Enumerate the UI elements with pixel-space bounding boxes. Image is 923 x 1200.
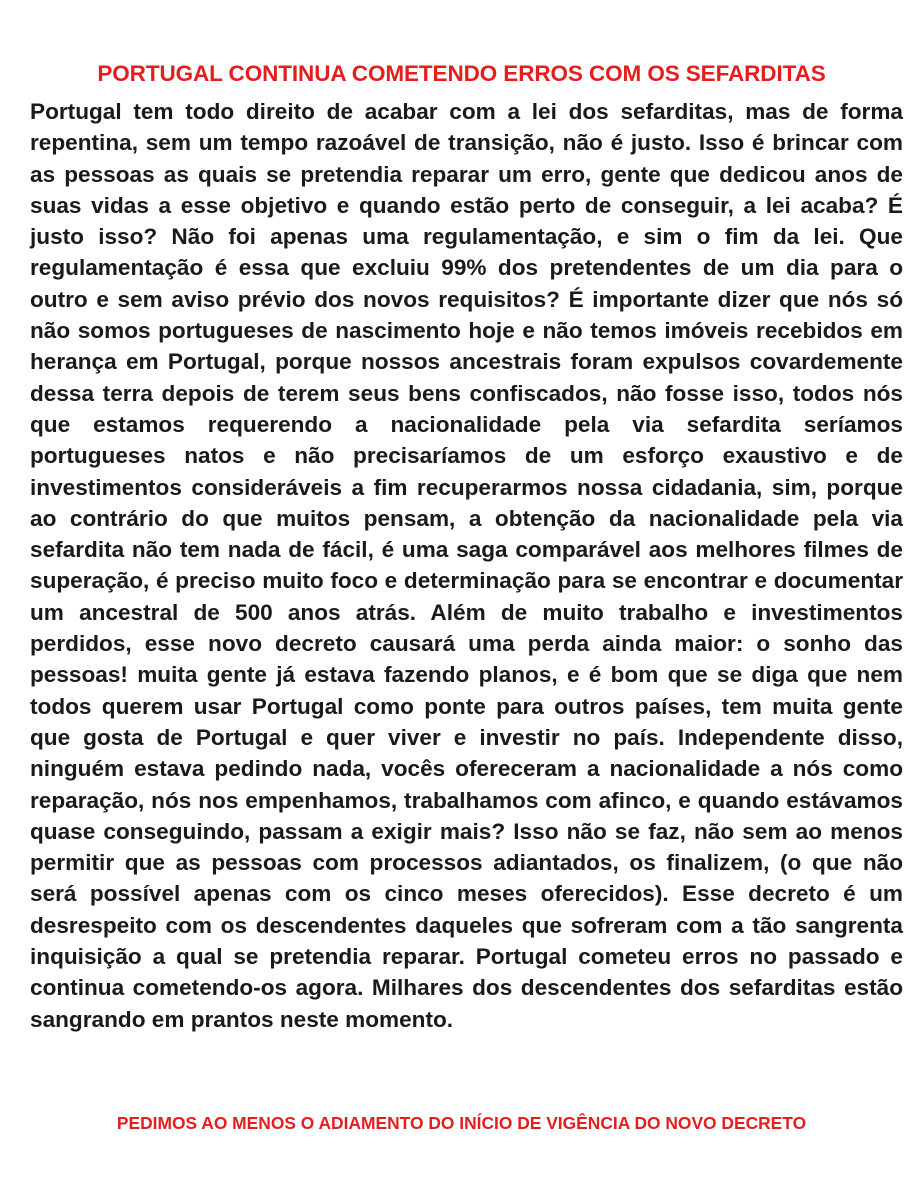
footer-appeal: PEDIMOS AO MENOS O ADIAMENTO DO INÍCIO DE VIGÊNCIA DO NOVO DECRETO: [116, 1113, 807, 1133]
body-paragraph: Portugal tem todo direito de acabar com a lei dos sefarditas, mas de forma repentina, sem um tempo razoável de transição, não é justo. Isso é brincar com as pessoas as quais se pretendia reparar um erro, gente que dedicou anos de suas vidas a esse objetivo e quando estão perto de conseguir, a lei acaba? É justo isso? Não foi apenas uma regulamentação, e sim o fim da lei. Que regulamentação é essa que excluiu 99% dos pretendentes de um dia para o outro e sem aviso prévio dos novos requisitos? É importante dizer que nós só não somos portugueses de nascimento hoje e não temos imóveis recebidos em herança em Portugal, porque nossos ancestrais foram expulsos covardemente dessa terra depois de terem seus bens confiscados, não fosse isso, todos nós que estamos requerendo a nacionalidade pela via sefardita seríamos portugueses natos e não precisaríamos de um esforço exaustivo e de investimentos consideráveis a fim recuperarmos nossa cidadania, sim, porque ao contrário do que muitos pensam, a obtenção da nacionalidade pela via sefardita não tem nada de fácil, é uma saga comparável aos melhores filmes de superação, é preciso muito foco e determinação para se encontrar e documentar um ancestral de 500 anos atrás. Além de muito trabalho e investimentos perdidos, esse novo decreto causará uma perda ainda maior: o sonho das pessoas! muita gente já estava fazendo planos, e é bom que se diga que nem todos querem usar Portugal como ponte para outros países, tem muita gente que gosta de Portugal e quer viver e investir no país. Independente disso, ninguém estava pedindo nada, vocês ofereceram a nacionalidade a nós como reparação, nós nos empenhamos, trabalhamos com afinco, e quando estávamos quase conseguindo, passam a exigir mais? Isso não se faz, não sem ao menos permitir que as pessoas com processos adiantados, os finalizem, (o que não será possível apenas com os cinco meses oferecidos). Esse decreto é um desrespeito com os descendentes daqueles que sofreram com a tão sangrenta inquisição a qual se pretendia reparar. Portugal cometeu erros no passado e continua cometendo-os agora. Milhares dos descendentes dos sefarditas estão sangrando em prantos neste momento.: [30, 99, 903, 1032]
headline: PORTUGAL CONTINUA COMETENDO ERROS COM OS SEFARDITAS: [97, 61, 826, 86]
